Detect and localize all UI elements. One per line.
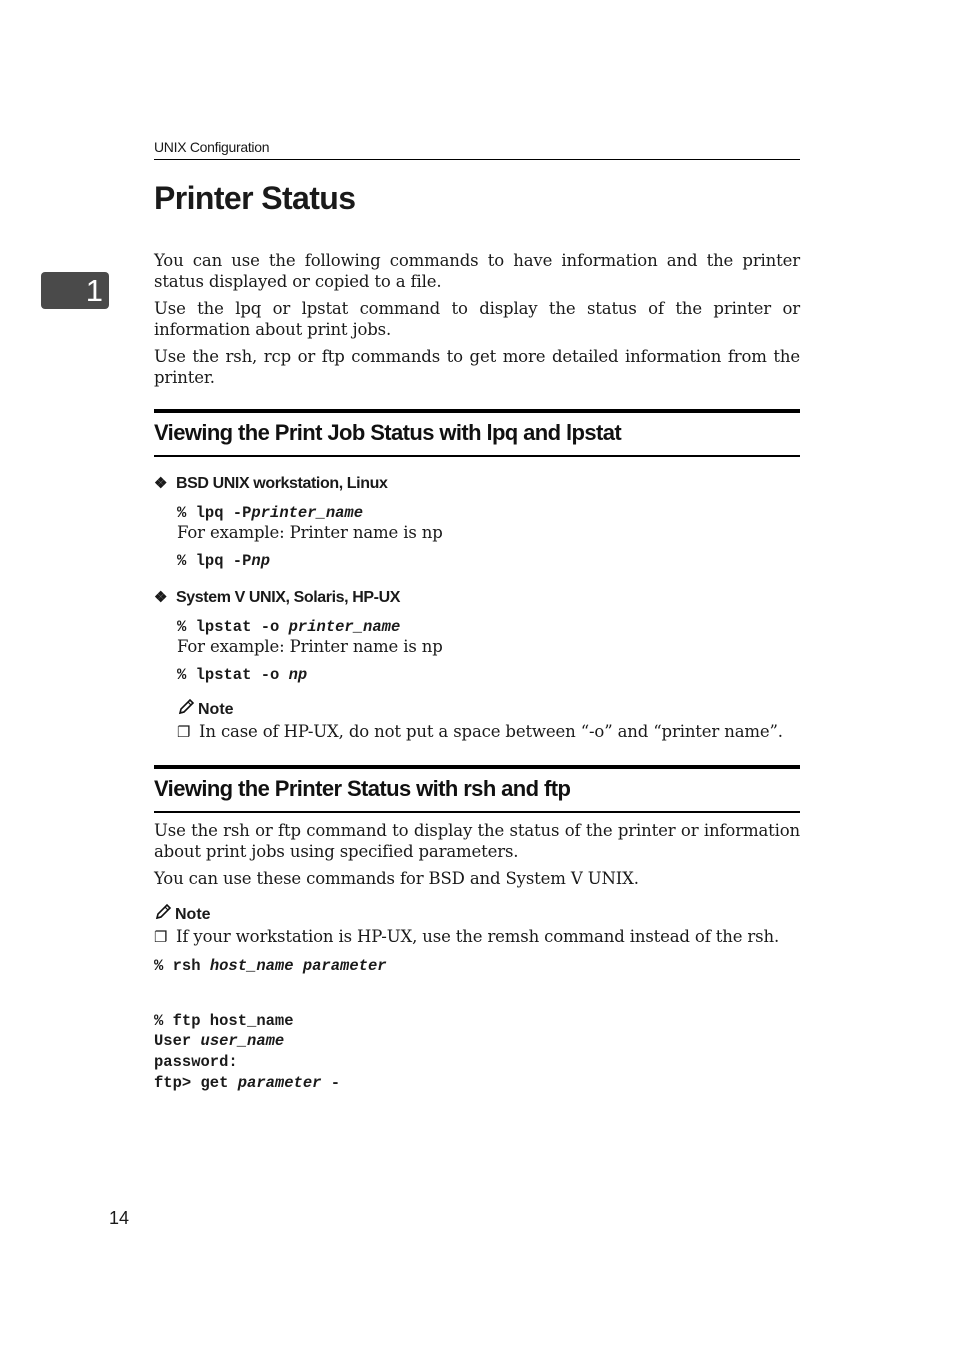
- running-header: UNIX Configuration: [154, 139, 270, 155]
- subhead-sysv-label: System V UNIX, Solaris, HP-UX: [176, 589, 401, 606]
- chapter-tab: 1: [41, 272, 109, 309]
- intro-paragraph-2: Use the lpq or lpstat command to display the status of the printer or information about print jobs.: [154, 299, 800, 339]
- lpq-example-text: For example: Printer name is np: [177, 523, 443, 542]
- rsh-paragraph-2: You can use these commands for BSD and System V UNIX.: [154, 869, 639, 888]
- section-bottom-rule: [154, 811, 800, 813]
- note-label: Note: [198, 701, 234, 718]
- ftp-command: [154, 1012, 294, 1030]
- section-heading-rsh: Viewing the Printer Status with rsh and ftp: [154, 776, 571, 801]
- lpq-example-command: [177, 552, 270, 570]
- rsh-command: [154, 957, 387, 975]
- ftp-password-line: [154, 1053, 238, 1071]
- section-top-rule: [154, 765, 800, 769]
- command-param: parameter: [237, 1074, 322, 1092]
- command-fixed: % lpq -P: [177, 504, 252, 522]
- intro-paragraph-3: Use the rsh, rcp or ftp commands to get more detailed information from the printer.: [154, 347, 800, 387]
- subhead-bsd-label: BSD UNIX workstation, Linux: [176, 475, 388, 492]
- lpstat-example-text: For example: Printer name is np: [177, 637, 443, 656]
- pencil-note-icon: [177, 698, 195, 716]
- command-fixed: % lpq -P: [177, 552, 252, 570]
- command-fixed: % lpstat -o: [177, 666, 289, 684]
- command-param: printer_name: [251, 504, 364, 522]
- section-bottom-rule: [154, 455, 800, 457]
- note-heading-2: [154, 903, 211, 924]
- note-item-1: [177, 722, 783, 741]
- command-param: host_name parameter: [209, 957, 387, 975]
- command-fixed: % lpstat -o: [177, 618, 289, 636]
- command-fixed: % rsh: [154, 957, 210, 975]
- subhead-sysv: [154, 588, 400, 607]
- ftp-user-line: [154, 1032, 284, 1050]
- command-fixed: User: [154, 1032, 201, 1050]
- note-label: Note: [175, 906, 211, 923]
- diamond-bullet-icon: ❖: [154, 589, 168, 606]
- section-top-rule: [154, 409, 800, 413]
- note-text: If your workstation is HP-UX, use the remsh command instead of the rsh.: [176, 927, 780, 946]
- command-fixed: % ftp host_name: [154, 1012, 294, 1030]
- header-rule: [154, 159, 800, 160]
- lpq-command: [177, 504, 363, 522]
- lpstat-command: [177, 618, 400, 636]
- page-number: 14: [109, 1208, 130, 1228]
- pencil-note-icon: [154, 903, 172, 921]
- subhead-bsd: [154, 474, 387, 493]
- command-tail: -: [321, 1074, 341, 1092]
- section-heading-lpq: Viewing the Print Job Status with lpq and lpstat: [154, 420, 622, 445]
- page-title: Printer Status: [154, 180, 356, 216]
- checkbox-bullet-icon: ❐: [177, 723, 191, 741]
- command-param: np: [251, 552, 271, 570]
- note-item-2: [154, 927, 779, 946]
- note-text: In case of HP-UX, do not put a space between “-o” and “printer name”.: [199, 722, 783, 741]
- command-param: user_name: [200, 1032, 285, 1050]
- lpstat-example-command: [177, 666, 307, 684]
- command-param: np: [288, 666, 308, 684]
- ftp-get-line: [154, 1074, 340, 1092]
- note-heading-1: [177, 698, 234, 719]
- command-fixed: password:: [154, 1053, 238, 1071]
- checkbox-bullet-icon: ❐: [154, 928, 168, 946]
- command-fixed: ftp> get: [154, 1074, 238, 1092]
- intro-paragraph-1: You can use the following commands to have information and the printer status displayed or copied to a file.: [154, 251, 800, 291]
- rsh-paragraph-1: Use the rsh or ftp command to display the status of the printer or information about print jobs using specified parameters.: [154, 821, 800, 861]
- command-param: printer_name: [288, 618, 401, 636]
- diamond-bullet-icon: ❖: [154, 475, 168, 492]
